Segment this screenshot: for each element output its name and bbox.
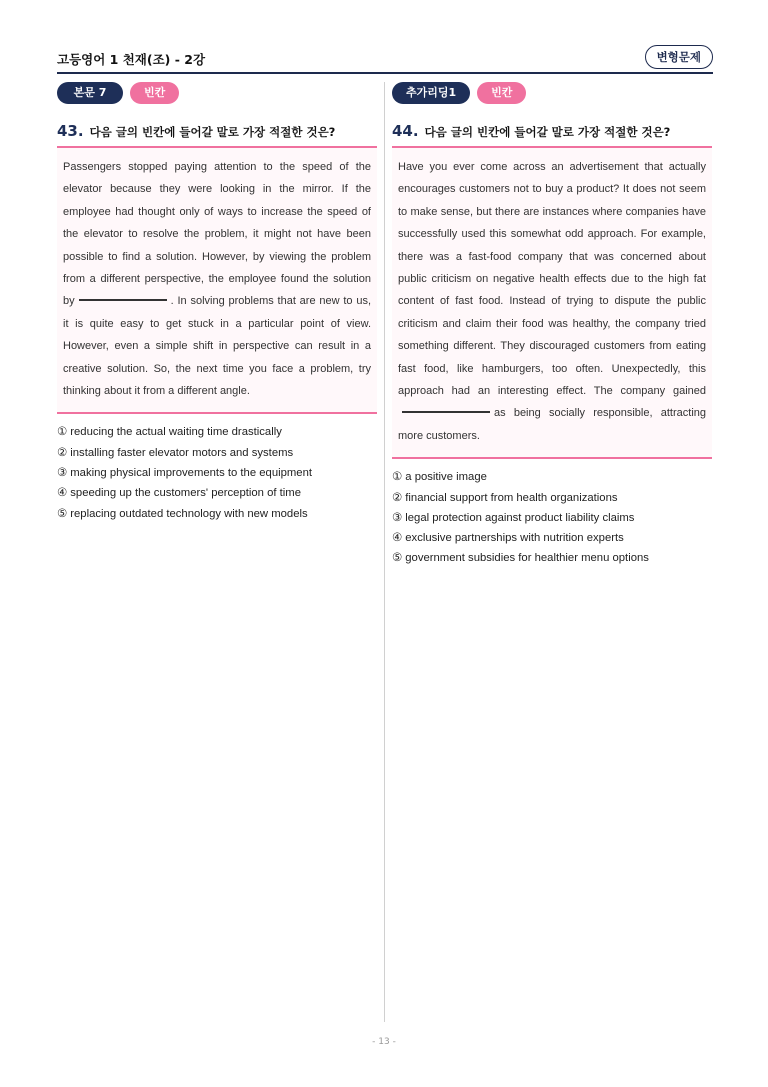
page-number: - 13 -: [372, 1037, 396, 1047]
type-tag: 빈칸: [130, 82, 179, 104]
option-3: ③ legal protection against product liability claims: [392, 511, 635, 524]
answer-blank: [402, 411, 490, 413]
source-tag: 추가리딩1: [392, 82, 470, 104]
option-4: ④ speeding up the customers' perception of time: [57, 487, 302, 500]
question-tags: [392, 82, 712, 104]
question-43: [57, 82, 377, 524]
question-prompt: 다음 글의 빈칸에 들어갈 말로 가장 적절한 것은?: [89, 125, 336, 139]
question-number: 43.: [57, 122, 84, 140]
passage-box: [57, 146, 377, 414]
question-heading: [57, 122, 377, 140]
type-tag: 빈칸: [477, 82, 526, 104]
option-2: ② financial support from health organizations: [392, 491, 618, 504]
passage-box: [392, 146, 712, 459]
question-prompt: 다음 글의 빈칸에 들어갈 말로 가장 적절한 것은?: [424, 125, 671, 139]
option-5: ⑤ replacing outdated technology with new models: [57, 507, 308, 520]
variant-badge: 변형문제: [645, 45, 713, 69]
option-1: ① a positive image: [392, 471, 487, 484]
option-4: ④ exclusive partnerships with nutrition experts: [392, 532, 624, 545]
answer-blank: [79, 299, 167, 301]
answer-options: [392, 467, 712, 568]
option-5: ⑤ government subsidies for healthier menu options: [392, 552, 649, 565]
passage-text-after: . In solving problems that are new to us, it is quite easy to get stuck in a particular point of view. However, even a simple shift in perspective can result in a creative solution. So, the next time you face a problem, try thinking about it from a different angle.: [63, 295, 371, 398]
option-3: ③ making physical improvements to the equipment: [57, 467, 313, 480]
header-divider: [57, 72, 713, 74]
source-tag: 본문 7: [57, 82, 123, 104]
question-number: 44.: [392, 122, 419, 140]
column-divider: [384, 82, 385, 1022]
question-44: [392, 82, 712, 569]
passage-text-before: Have you ever come across an advertisement that actually encourages customers not to buy a product? It does not seem to make sense, but there are instances where companies have successfully used this somewhat odd approach. For example, there was a fast-food company that was concerned about public criticism on negative health effects due to the high fat content of fast food. Instead of trying to dispute the public criticism and claim their food was healthy, the company tried something different. They discouraged customers from eating fast food, like hamburgers, too often. Unexpectedly, this approach had an interesting effect. The company gained: [398, 161, 706, 398]
option-2: ② installing faster elevator motors and systems: [57, 446, 294, 459]
option-1: ① reducing the actual waiting time drastically: [57, 426, 282, 439]
passage-text-after: as being socially responsible, attracting more customers.: [398, 407, 706, 442]
page-title: 고등영어 1 천재(조) - 2강: [57, 52, 206, 67]
answer-options: [57, 422, 377, 523]
question-heading: [392, 122, 712, 140]
passage-text-before: Passengers stopped paying attention to the speed of the elevator because they were looking in the mirror. If the employee had thought only of ways to increase the speed of the elevator to resolve the problem, it might not have been possible to find a solution. However, by viewing the problem from a different perspective, the employee found the solution by: [63, 161, 371, 308]
question-tags: [57, 82, 377, 104]
